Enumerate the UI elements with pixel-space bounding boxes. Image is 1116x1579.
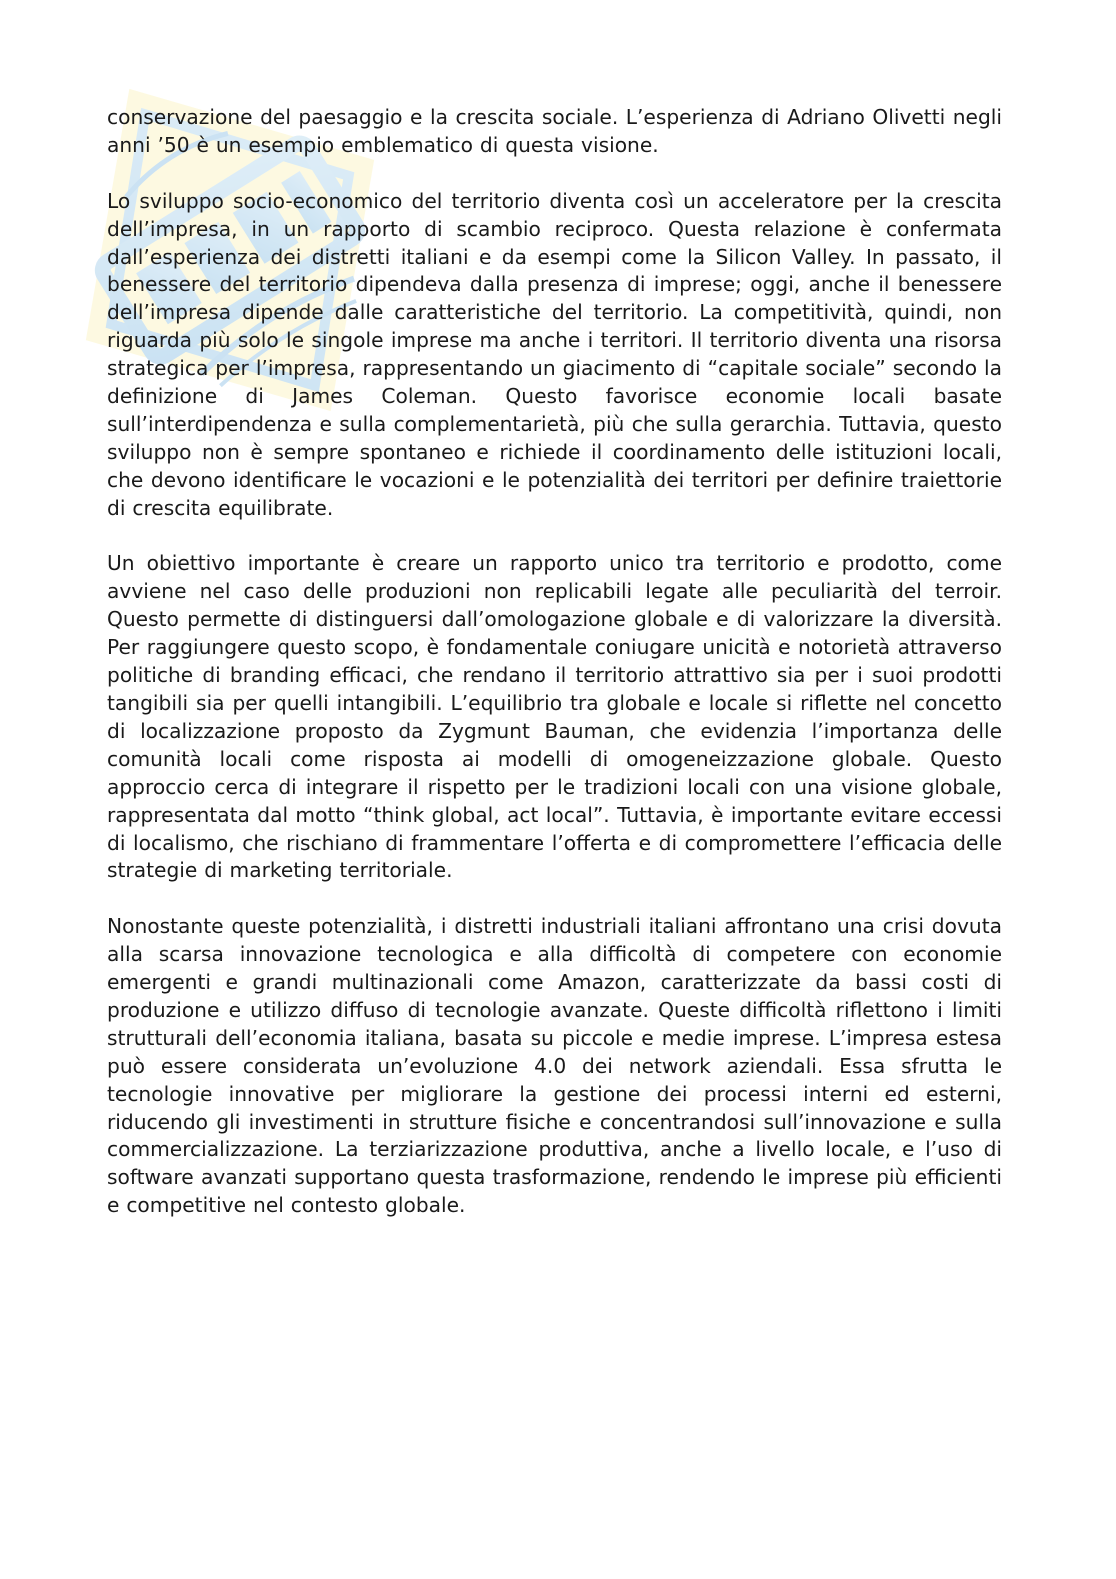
paragraph-1: conservazione del paesaggio e la crescita sociale. L’esperienza di Adriano Olivetti negli anni ’50 è un esempio emblematico di questa visione.	[107, 105, 1002, 157]
paragraph-3: Un obiettivo importante è creare un rapporto unico tra territorio e prodotto, come avviene nel caso delle produzioni non replicabili legate alle peculiarità del terroir. Questo permette di distinguersi dall’omologazione globale e di valorizzare la diversità. Per raggiungere questo scopo, è fondamentale coniugare unicità e notorietà attraverso politiche di branding efficaci, che rendano il territorio attrattivo sia per i suoi prodotti tangibili sia per quelli intangibili. L’equilibrio tra globale e locale si riflette nel concetto di localizzazione proposto da Zygmunt Bauman, che evidenzia l’importanza delle comunità locali come risposta ai modelli di omogeneizzazione globale. Questo approccio cerca di integrare il rispetto per le tradizioni locali con una visione globale, rappresentata dal motto “think global, act local”. Tuttavia, è importante evitare eccessi di localismo, che rischiano di frammentare l’offerta e di compromettere l’efficacia delle strategie di marketing territoriale.	[107, 551, 1002, 883]
paragraph-4: Nonostante queste potenzialità, i distretti industriali italiani affrontano una crisi dovuta alla scarsa innovazione tecnologica e alla difficoltà di competere con economie emergenti e grandi multinazionali come Amazon, caratterizzate da bassi costi di produzione e utilizzo diffuso di tecnologie avanzate. Queste difficoltà riflettono i limiti strutturali dell’economia italiana, basata su piccole e medie imprese. L’impresa estesa può essere considerata un’evoluzione 4.0 dei network aziendali. Essa sfrutta le tecnologie innovative per migliorare la gestione dei processi interni ed esterni, riducendo gli investimenti in strutture fisiche e concentrandosi sull’innovazione e sulla commercializzazione. La terziarizzazione produttiva, anche a livello locale, e l’uso di software avanzati supportano questa trasformazione, rendendo le imprese più efficienti e competitive nel contesto globale.	[107, 914, 1002, 1218]
document-body	[107, 104, 1002, 1220]
paragraph-2: Lo sviluppo socio-economico del territorio diventa così un acceleratore per la crescita dell’impresa, in un rapporto di scambio reciproco. Questa relazione è confermata dall’esperienza dei distretti italiani e da esempi come la Silicon Valley. In passato, il benessere del territorio dipendeva dalla presenza di imprese; oggi, anche il benessere dell’impresa dipende dalle caratteristiche del territorio. La competitività, quindi, non riguarda più solo le singole imprese ma anche i territori. Il territorio diventa una risorsa strategica per l’impresa, rappresentando un giacimento di “capitale sociale” secondo la definizione di James Coleman. Questo favorisce economie locali basate sull’interdipendenza e sulla complementarietà, più che sulla gerarchia. Tuttavia, questo sviluppo non è sempre spontaneo e richiede il coordinamento delle istituzioni locali, che devono identificare le vocazioni e le potenzialità dei territori per definire traiettorie di crescita equilibrate.	[107, 188, 1002, 520]
